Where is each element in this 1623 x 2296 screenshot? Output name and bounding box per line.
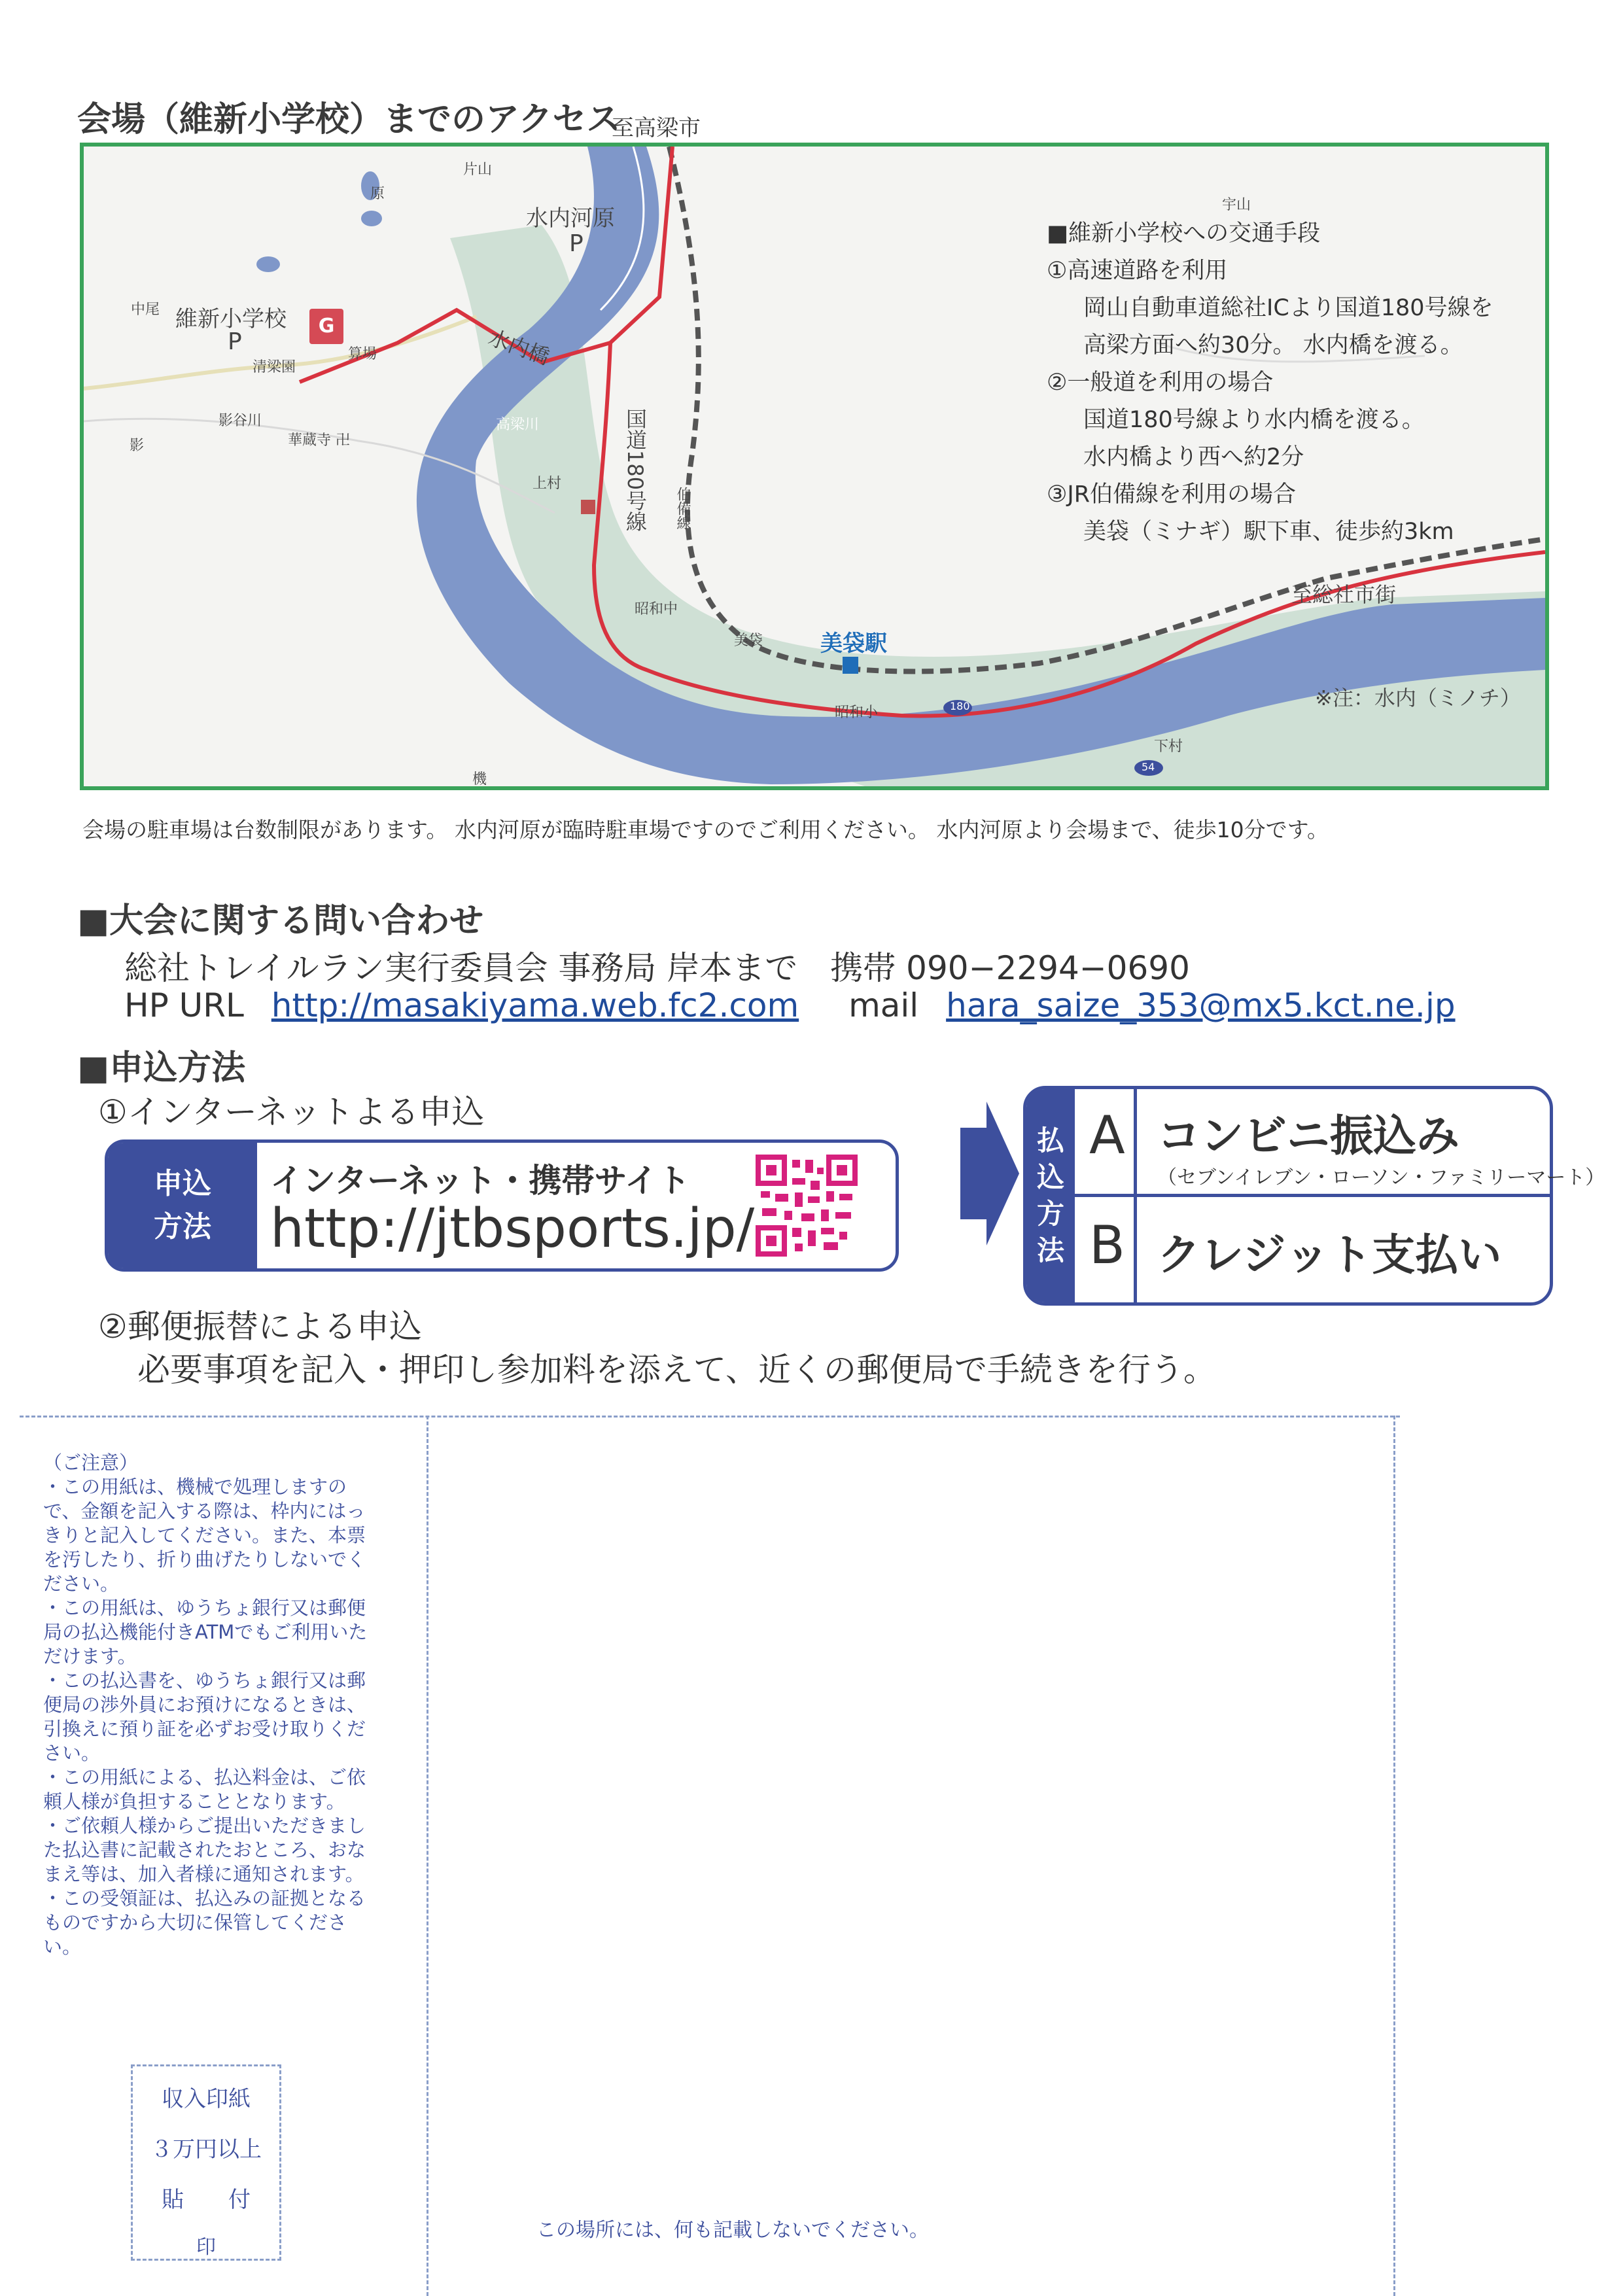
caution-item-4: ・この用紙による、払込料金は、ご依頼人様が負担することとなります。: [43, 1766, 366, 1813]
hp-url-link[interactable]: http://masakiyama.web.fc2.com: [271, 986, 799, 1024]
label-showa-middle: 昭和中: [635, 601, 678, 617]
revenue-stamp-box: [131, 2064, 281, 2261]
site-url[interactable]: http://jtbsports.jp/: [270, 1198, 755, 1260]
no-write-notice: この場所には、何も記載しないでください。: [536, 2219, 929, 2242]
route-shield-180-label: 180: [950, 700, 970, 712]
label-to-soja: 至総社市街: [1291, 582, 1397, 607]
label-seiryoen: 清梁園: [253, 359, 296, 375]
option-b-credit: クレジット支払い: [1157, 1230, 1502, 1280]
caution-item-6: ・この受領証は、払込みの証拠となるものですから大切に保管してください。: [43, 1887, 366, 1958]
legend-item-3-head: ③JR伯備線を利用の場合: [1047, 481, 1297, 508]
legend-item-2-line-1: 国道180号線より水内橋を渡る。: [1083, 407, 1425, 433]
label-hakubi-line: 伯備線: [674, 487, 691, 530]
parking-icon-school: P: [228, 328, 242, 355]
postal-apply-text: 必要事項を記入・押印し参加料を添えて、近くの郵便局で手続きを行う。: [137, 1351, 1216, 1389]
legend-item-2-line-2: 水内橋より西へ約2分: [1083, 444, 1304, 470]
caution-item-3: ・この払込書を、ゆうちょ銀行又は郵便局の渉外員にお預けになるときは、引換えに預り証を必ずお受け取りください。: [43, 1669, 366, 1764]
pay-tag-char-2: 込: [1036, 1161, 1064, 1193]
slip-right-border: [1393, 1416, 1395, 2296]
label-hara: 原: [370, 186, 385, 202]
label-katayama: 片山: [463, 162, 493, 178]
to-takahashi-label: 至高梁市: [612, 115, 701, 141]
label-station: 美袋駅: [820, 631, 887, 657]
qr-code-icon[interactable]: [756, 1155, 858, 1257]
slip-top-border: [20, 1416, 1400, 1418]
label-note-minouchi: ※注：水内（ミノチ）: [1315, 686, 1521, 710]
slip-divider: [427, 1416, 428, 2296]
label-kiri: 機: [472, 771, 487, 788]
label-minagi-area: 美袋: [734, 633, 763, 649]
goal-pin-icon: G: [309, 309, 343, 344]
apply-method-tag: [108, 1143, 257, 1268]
internet-apply-box: [105, 1139, 899, 1272]
route-shield-54-label: 54: [1142, 761, 1155, 773]
payment-method-tag: [1026, 1089, 1075, 1302]
label-kezoji: 華蔵寺 卍: [288, 432, 350, 449]
route-marker: [581, 500, 595, 514]
payment-method-box: [1023, 1086, 1605, 1306]
caution-head: （ご注意）: [43, 1452, 139, 1474]
stamp-label-2: ３万円以上: [150, 2136, 262, 2163]
caution-item-2: ・この用紙は、ゆうちょ銀行又は郵便局の払込機能付きATMでもご利用いただけます。: [43, 1597, 368, 1667]
apply-method-tag-line-2: 方法: [154, 1210, 211, 1244]
station-marker: [843, 657, 858, 674]
mail-label: mail: [848, 986, 919, 1024]
legend-item-1-line-1: 岡山自動車道総社ICより国道180号線を: [1083, 295, 1493, 321]
label-nakao: 中尾: [131, 302, 160, 318]
label-minouchi-gawara: 水内河原: [526, 205, 615, 232]
arrow-right-icon: [960, 1102, 1019, 1245]
mail-link[interactable]: hara_saize_353@mx5.kct.ne.jp: [946, 986, 1456, 1024]
label-showa-elem: 昭和小: [835, 704, 879, 721]
pond-3: [256, 256, 280, 272]
legend-item-3-line-1: 美袋（ミナギ）駅下車、徒歩約3km: [1083, 519, 1454, 545]
apply-method-tag-line-1: 申込: [154, 1167, 211, 1200]
caution-item-5: ・ご依頼人様からご提出いただきました払込書に記載されたおところ、おなまえ等は、加入者様に通知されます。: [43, 1815, 366, 1885]
legend-title: ■維新小学校への交通手段: [1047, 220, 1321, 247]
stamp-seal: 印: [196, 2236, 216, 2259]
access-legend: [1047, 215, 1493, 551]
hp-label: HP URL: [124, 986, 244, 1024]
label-takahashigawa: 高梁川: [496, 417, 540, 433]
label-minouchibashi: 水内橋: [485, 324, 553, 370]
caution-item-1: ・この用紙は、機械で処理しますので、金額を記入する際は、枠内にはっきりと記入してください。また、本票を汚したり、折り曲げたりしないでください。: [43, 1476, 366, 1595]
pay-tag-char-1: 払: [1036, 1124, 1064, 1157]
option-a-stores: （セブンイレブン・ローソン・ファミリーマート）: [1157, 1166, 1605, 1189]
label-sanjo: 算場: [348, 346, 377, 362]
site-label: インターネット・携帯サイト: [270, 1162, 690, 1200]
apply-title: ■申込方法: [77, 1049, 246, 1088]
access-map: [80, 143, 1549, 790]
inquiry-links: [124, 986, 1456, 1024]
legend-item-1-line-2: 高梁方面へ約30分。 水内橋を渡る。: [1083, 332, 1463, 358]
stamp-label-1: 収入印紙: [162, 2086, 251, 2112]
option-a-letter: A: [1089, 1105, 1125, 1166]
label-shimomura: 下村: [1154, 739, 1183, 755]
stamp-label-3: 貼 付: [162, 2187, 251, 2213]
internet-apply-head: ①インターネットよる申込: [98, 1093, 485, 1131]
option-a-convenience: コンビニ振込み: [1157, 1111, 1459, 1161]
parking-icon-gawara: P: [569, 230, 584, 257]
inquiry-title: ■大会に関する問い合わせ: [77, 901, 484, 941]
access-title: 会場（維新小学校）までのアクセス: [77, 100, 621, 139]
label-uyama: 宇山: [1222, 197, 1251, 213]
legend-item-1-head: ①高速道路を利用: [1047, 258, 1228, 284]
caution-text: [43, 1451, 383, 1959]
inquiry-contact: 総社トレイルラン実行委員会 事務局 岸本まで 携帯 090−2294−0690: [124, 949, 1190, 987]
label-school: 維新小学校: [175, 306, 287, 332]
postal-apply-head: ②郵便振替による申込: [98, 1308, 422, 1346]
pond-2: [361, 211, 382, 226]
option-b-letter: B: [1089, 1215, 1125, 1276]
pay-tag-char-3: 方: [1036, 1198, 1064, 1230]
label-kamimura: 上村: [532, 476, 562, 492]
legend-item-2-head: ②一般道を利用の場合: [1047, 370, 1274, 396]
label-kage: 影: [130, 438, 145, 454]
label-kageyagawa: 影谷川: [218, 413, 262, 429]
payment-divider: [1075, 1194, 1553, 1197]
pay-tag-char-4: 法: [1036, 1234, 1064, 1266]
parking-note: 会場の駐車場は台数制限があります。 水内河原が臨時駐車場ですのでご利用ください。 水内河原より会場まで、徒歩10分です。: [82, 817, 1329, 843]
label-route180: 国道180号線: [623, 408, 648, 532]
